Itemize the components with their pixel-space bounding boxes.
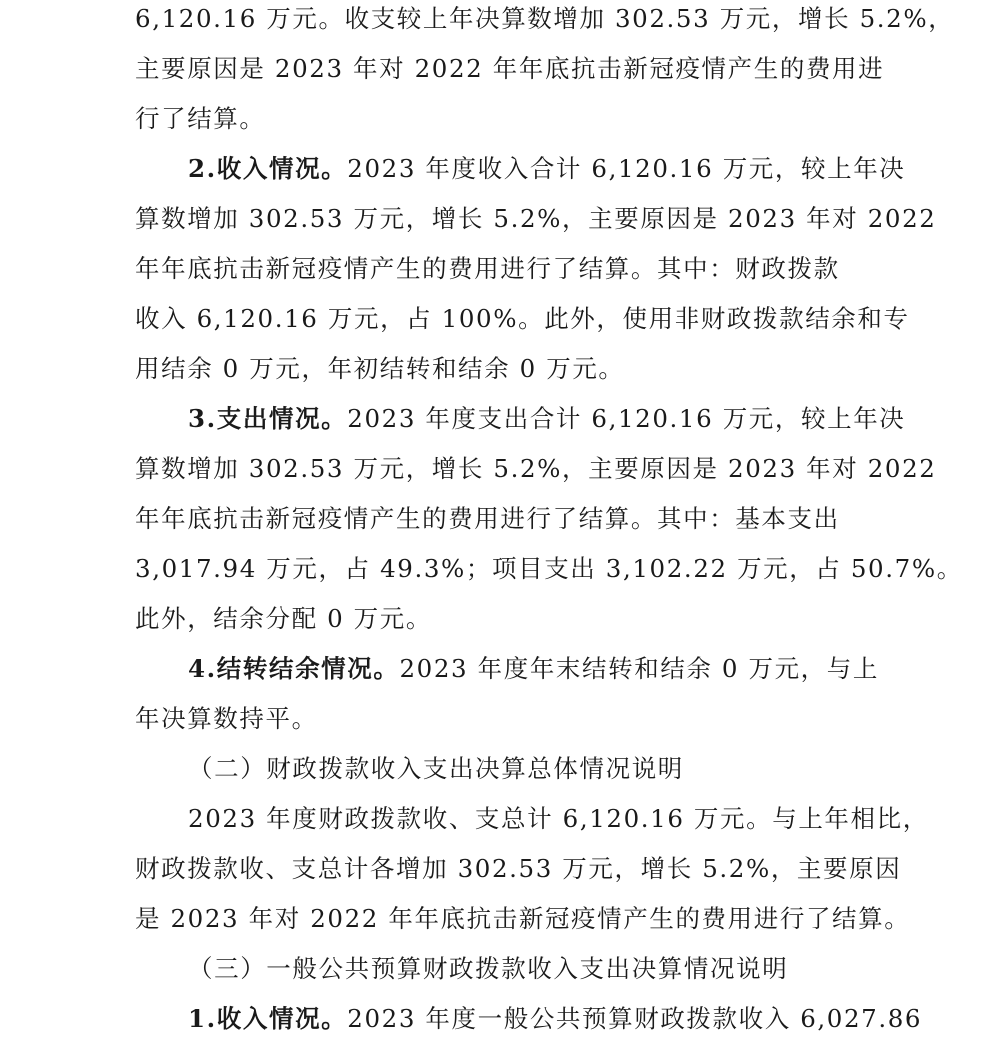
paragraph-general-budget-income	[135, 994, 923, 1044]
text-line: 算数增加 302.53 万元，增长 5.2%，主要原因是 2023 年对 2022	[135, 454, 937, 483]
paragraph-fiscal-overview	[135, 794, 929, 944]
text-line: 年决算数持平。	[135, 704, 318, 733]
text-line: 用结余 0 万元，年初结转和结余 0 万元。	[135, 354, 625, 383]
document-page	[135, 0, 963, 1044]
text-line: 年年底抗击新冠疫情产生的费用进行了结算。其中：财政拨款	[135, 254, 840, 283]
text-line: 2023 年度一般公共预算财政拨款收入 6,027.86	[347, 1004, 923, 1033]
text-line: 财政拨款收、支总计各增加 302.53 万元，增长 5.2%，主要原因	[135, 854, 902, 883]
text-line: 此外，结余分配 0 万元。	[135, 604, 432, 633]
text-line: 算数增加 302.53 万元，增长 5.2%，主要原因是 2023 年对 2022	[135, 204, 937, 233]
paragraph-lead-carryover: 4.结转结余情况。	[188, 654, 400, 683]
paragraph-carryover	[135, 644, 880, 744]
paragraph-lead-income: 2.收入情况。	[188, 154, 348, 183]
text-line: 3,017.94 万元，占 49.3%；项目支出 3,102.22 万元，占 50.7%。	[135, 554, 963, 583]
paragraph-lead-expenditure: 3.支出情况。	[188, 404, 348, 433]
section-heading-general-budget: （三）一般公共预算财政拨款收入支出决算情况说明	[188, 954, 789, 983]
paragraph-income	[135, 144, 937, 394]
paragraph-summary-continuation	[135, 0, 955, 144]
text-line: 6,120.16 万元。收支较上年决算数增加 302.53 万元，增长 5.2%，	[135, 4, 955, 33]
text-line: 2023 年度收入合计 6,120.16 万元，较上年决	[347, 154, 906, 183]
section-heading-fiscal-overview: （二）财政拨款收入支出决算总体情况说明	[188, 754, 684, 783]
text-line: 主要原因是 2023 年对 2022 年年底抗击新冠疫情产生的费用进	[135, 54, 885, 83]
text-line: 2023 年度财政拨款收、支总计 6,120.16 万元。与上年相比，	[188, 804, 929, 833]
paragraph-lead-general-income: 1.收入情况。	[188, 1004, 348, 1033]
text-line: 收入 6,120.16 万元，占 100%。此外，使用非财政拨款结余和专	[135, 304, 910, 333]
paragraph-expenditure	[135, 394, 963, 644]
text-line: 是 2023 年对 2022 年年底抗击新冠疫情产生的费用进行了结算。	[135, 904, 911, 933]
text-line: 2023 年度年末结转和结余 0 万元，与上	[399, 654, 879, 683]
text-line: 年年底抗击新冠疫情产生的费用进行了结算。其中：基本支出	[135, 504, 840, 533]
text-line: 行了结算。	[135, 104, 266, 133]
text-line: 2023 年度支出合计 6,120.16 万元，较上年决	[347, 404, 906, 433]
